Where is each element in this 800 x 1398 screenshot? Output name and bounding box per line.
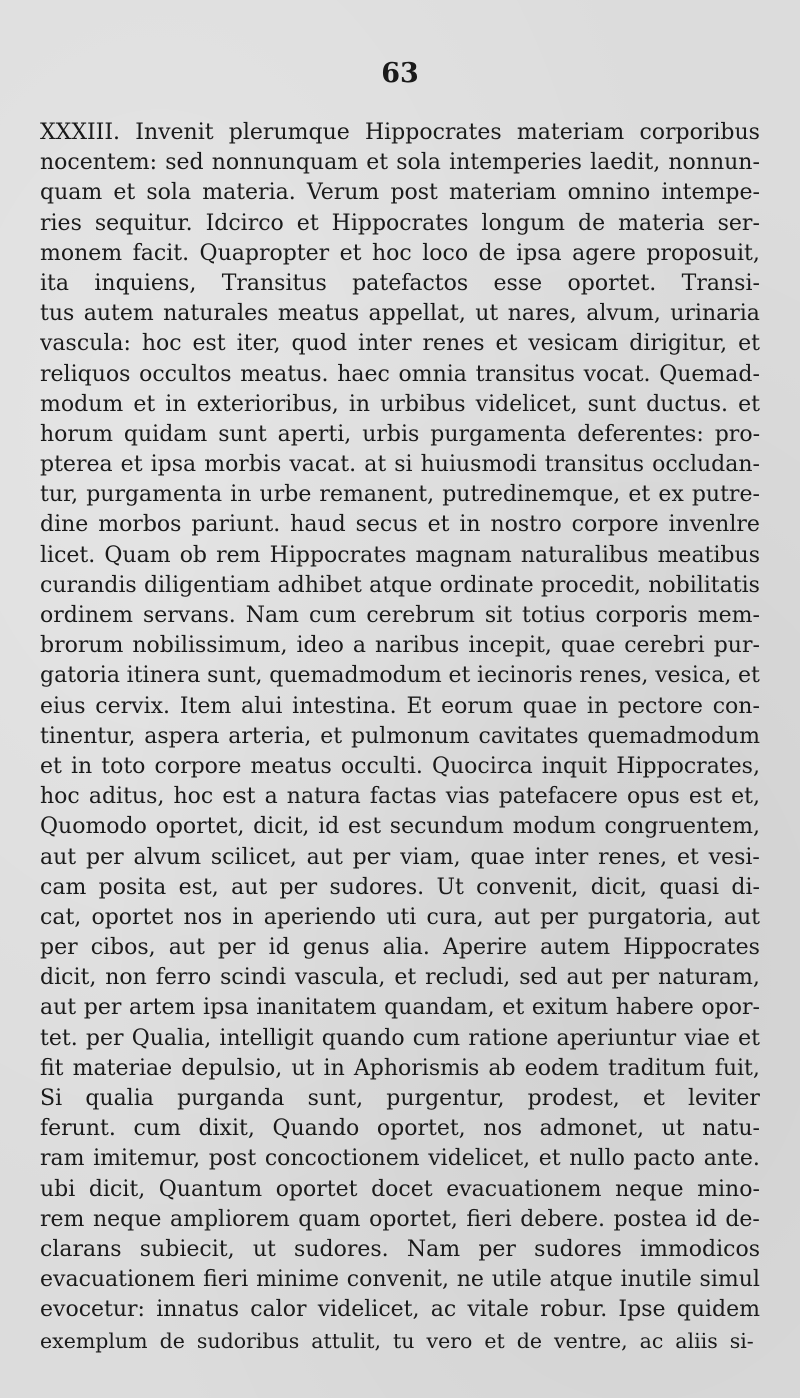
text-line: tinentur, aspera arteria, et pulmonum cavitates quemadmodum bbox=[40, 723, 760, 749]
text-line: per cibos, aut per id genus alia. Aperire autem Hippocrates bbox=[40, 935, 760, 961]
text-line: tus autem naturales meatus appellat, ut nares, alvum, urinaria bbox=[40, 301, 760, 327]
text-line: eius cervix. Item alui intestina. Et eorum quae in pectore con- bbox=[40, 693, 760, 719]
text-line: rem neque ampliorem quam oportet, fieri debere. postea id de- bbox=[40, 1206, 760, 1232]
text-line: XXXIII. Invenit plerumque Hippocrates materiam corporibus bbox=[40, 120, 760, 145]
text-line: licet. Quam ob rem Hippocrates magnam naturalibus meatibus bbox=[40, 542, 760, 568]
text-line: monem facit. Quapropter et hoc loco de ipsa agere proposuit, bbox=[40, 240, 760, 266]
text-line: clarans subiecit, ut sudores. Nam per sudores immodicos bbox=[40, 1236, 760, 1262]
text-line: ubi dicit, Quantum oportet docet evacuationem neque mino- bbox=[40, 1176, 760, 1202]
text-line: hoc aditus, hoc est a natura factas vias patefacere opus est et, bbox=[40, 784, 760, 810]
text-line: reliquos occultos meatus. haec omnia transitus vocat. Quemad- bbox=[40, 361, 760, 387]
text-line: evocetur: innatus calor videlicet, ac vitale robur. Ipse quidem bbox=[40, 1297, 760, 1323]
text-line: cam posita est, aut per sudores. Ut convenit, dicit, quasi di- bbox=[40, 874, 760, 900]
text-line: ordinem servans. Nam cum cerebrum sit totius corporis mem- bbox=[40, 603, 760, 628]
text-line: et in toto corpore meatus occulti. Quocirca inquit Hippocrates, bbox=[40, 753, 760, 779]
text-line: ries sequitur. Idcirco et Hippocrates longum de materia ser- bbox=[40, 210, 760, 236]
text-line: fit materiae depulsio, ut in Aphorismis ab eodem traditum fuit, bbox=[40, 1055, 760, 1081]
text-line: curandis diligentiam adhibet atque ordinate procedit, nobilitatis bbox=[40, 572, 760, 598]
text-line: ferunt. cum dixit, Quando oportet, nos admonet, ut natu- bbox=[40, 1116, 760, 1142]
text-line: evacuationem fieri minime convenit, ne utile atque inutile simul bbox=[40, 1267, 760, 1293]
text-line: ita inquiens, Transitus patefactos esse oportet. Transi- bbox=[40, 270, 760, 296]
text-line: tet. per Qualia, intelligit quando cum ratione aperiuntur viae et bbox=[40, 1025, 760, 1051]
text-line: horum quidam sunt aperti, urbis purgamenta deferentes: pro- bbox=[40, 421, 760, 447]
text-line: ram imitemur, post concoctionem videlicet, et nullo pacto ante. bbox=[40, 1146, 760, 1172]
text-line: gatoria itinera sunt, quemadmodum et iecinoris renes, vesica, et bbox=[40, 663, 760, 689]
text-line: tur, purgamenta in urbe remanent, putredinemque, et ex putre- bbox=[40, 482, 760, 508]
text-line: quam et sola materia. Verum post materiam omnino intempe- bbox=[40, 180, 760, 206]
text-line: dine morbos pariunt. haud secus et in nostro corpore invenlre bbox=[40, 512, 760, 538]
text-line: brorum nobilissimum, ideo a naribus incepit, quae cerebri pur- bbox=[40, 633, 760, 659]
text-line: Si qualia purganda sunt, purgentur, prodest, et leviter bbox=[40, 1086, 760, 1111]
text-line: vascula: hoc est iter, quod inter renes et vesicam dirigitur, et bbox=[40, 331, 760, 357]
text-line: aut per alvum scilicet, aut per viam, quae inter renes, et vesi- bbox=[40, 844, 760, 870]
body-text bbox=[40, 118, 760, 1356]
text-line: pterea et ipsa morbis vacat. at si huiusmodi transitus occludan- bbox=[40, 452, 760, 478]
text-line: dicit, non ferro scindi vascula, et recludi, sed aut per naturam, bbox=[40, 965, 760, 991]
text-line: modum et in exterioribus, in urbibus videlicet, sunt ductus. et bbox=[40, 391, 760, 417]
text-line: nocentem: sed nonnunquam et sola intemperies laedit, nonnun- bbox=[40, 150, 760, 176]
text-line: Quomodo oportet, dicit, id est secundum modum congruentem, bbox=[40, 814, 760, 840]
page-number: 63 bbox=[381, 58, 419, 89]
text-line: cat, oportet nos in aperiendo uti cura, aut per purgatoria, aut bbox=[40, 904, 760, 930]
text-line: aut per artem ipsa inanitatem quandam, et exitum habere opor- bbox=[40, 995, 760, 1021]
text-line: exemplum de sudoribus attulit, tu vero et de ventre, ac aliis si- bbox=[40, 1328, 754, 1353]
